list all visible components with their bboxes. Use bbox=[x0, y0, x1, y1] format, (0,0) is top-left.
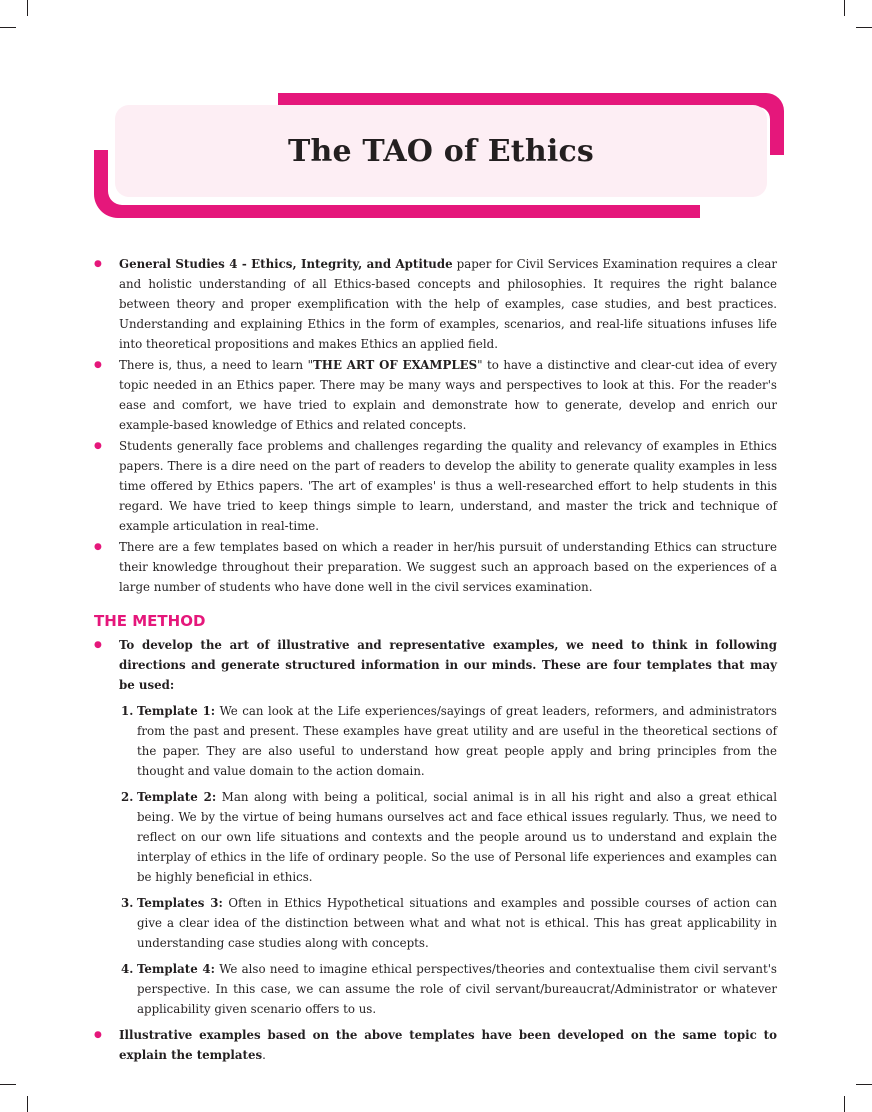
crop-mark bbox=[27, 1096, 28, 1112]
intro-paragraph-2 bbox=[94, 355, 777, 435]
paper-name: General Studies 4 - Ethics, Integrity, and Aptitude bbox=[119, 257, 453, 271]
template-item bbox=[119, 787, 777, 887]
template-list bbox=[94, 701, 777, 1019]
list-number: 3. bbox=[121, 896, 134, 910]
intro-paragraph-4: ● There are a few templates based on which a reader in her/his pursuit of understanding Ethics can structure their knowledge throughout their preparation. We suggest such an approach based on the experiences of a large number of students who have done well in the civil services examination. bbox=[94, 537, 777, 597]
closing-tail: . bbox=[262, 1048, 266, 1062]
template-item bbox=[119, 701, 777, 781]
template-text: Man along with being a political, social animal is in all his right and also a great ethical being. We by the virtue of being humans ourselves act and face ethical issues regularly. Thus, we need to reflect on our own life situations and contexts and the people around us to understand and explain the interplay of ethics in the life of ordinary people. So the use of Personal life experiences and examples can be highly beneficial in ethics. bbox=[137, 790, 777, 884]
paragraph-text: " to have a distinctive and clear-cut idea of every topic needed in an Ethics paper. There may be many ways and perspectives to look at this. For the reader's ease and comfort, we have tried to explain and demonstrate how to generate, develop and enrich our example-based knowledge of Ethics and related concepts. bbox=[119, 358, 777, 432]
crop-mark bbox=[27, 0, 28, 16]
template-label: Template 4: bbox=[137, 962, 215, 976]
list-number: 2. bbox=[121, 790, 134, 804]
crop-mark bbox=[0, 27, 16, 28]
crop-mark bbox=[856, 1084, 872, 1085]
closing-note bbox=[94, 1025, 777, 1065]
paragraph-text: There is, thus, a need to learn " bbox=[119, 358, 314, 372]
paragraph-text: paper for Civil Services Examination requires a clear and holistic understanding of all Ethics-based concepts and philosophies. It requires the right balance between theory and proper exemplification with the help of examples, case studies, and best practices. Understanding and explaining Ethics in the form of examples, scenarios, and real-life situations infuses life into theoretical propositions and makes Ethics an applied field. bbox=[119, 257, 777, 351]
list-number: 4. bbox=[121, 962, 134, 976]
intro-paragraph-1 bbox=[94, 254, 777, 354]
template-item bbox=[119, 959, 777, 1019]
closing-text: Illustrative examples based on the above templates have been developed on the same topic to explain the templates bbox=[119, 1028, 777, 1062]
template-label: Template 2: bbox=[137, 790, 217, 804]
template-text: Often in Ethics Hypothetical situations and examples and possible courses of action can give a clear idea of the distinction between what and what not is ethical. This has great applicability in understanding case studies along with concepts. bbox=[137, 896, 777, 950]
template-item bbox=[119, 893, 777, 953]
title-box bbox=[115, 105, 767, 197]
list-number: 1. bbox=[121, 704, 134, 718]
template-text: We can look at the Life experiences/sayings of great leaders, reformers, and administrators from the past and present. These examples have great utility and are useful in the theoretical sections of the paper. They are also useful to understand how great people apply and bring principles from the thought and value domain to the action domain. bbox=[137, 704, 777, 778]
crop-mark bbox=[0, 1084, 16, 1085]
template-text: We also need to imagine ethical perspectives/theories and contextualise them civil servant's perspective. In this case, we can assume the role of civil servant/bureaucrat/Administrator or whatever applicability given scenario offers to us. bbox=[137, 962, 777, 1016]
template-label: Template 1: bbox=[137, 704, 216, 718]
template-label: Templates 3: bbox=[137, 896, 223, 910]
art-of-examples-emphasis: THE ART OF EXAMPLES bbox=[313, 358, 478, 372]
page-content bbox=[94, 254, 777, 1065]
crop-mark bbox=[844, 1096, 845, 1112]
crop-mark bbox=[856, 27, 872, 28]
crop-mark bbox=[844, 0, 845, 16]
page-title: The TAO of Ethics bbox=[287, 133, 595, 169]
method-lead: ● To develop the art of illustrative and representative examples, we need to think in following directions and generate structured information in our minds. These are four templates that may be used: bbox=[94, 635, 777, 695]
intro-paragraph-3: ● Students generally face problems and challenges regarding the quality and relevancy of examples in Ethics papers. There is a dire need on the part of readers to develop the ability to generate quality examples in less time offered by Ethics papers. 'The art of examples' is thus a well-researched effort to help students in this regard. We have tried to keep things simple to learn, understand, and master the trick and technique of example articulation in real-time. bbox=[94, 436, 777, 536]
section-heading-method: THE METHOD bbox=[94, 612, 206, 630]
